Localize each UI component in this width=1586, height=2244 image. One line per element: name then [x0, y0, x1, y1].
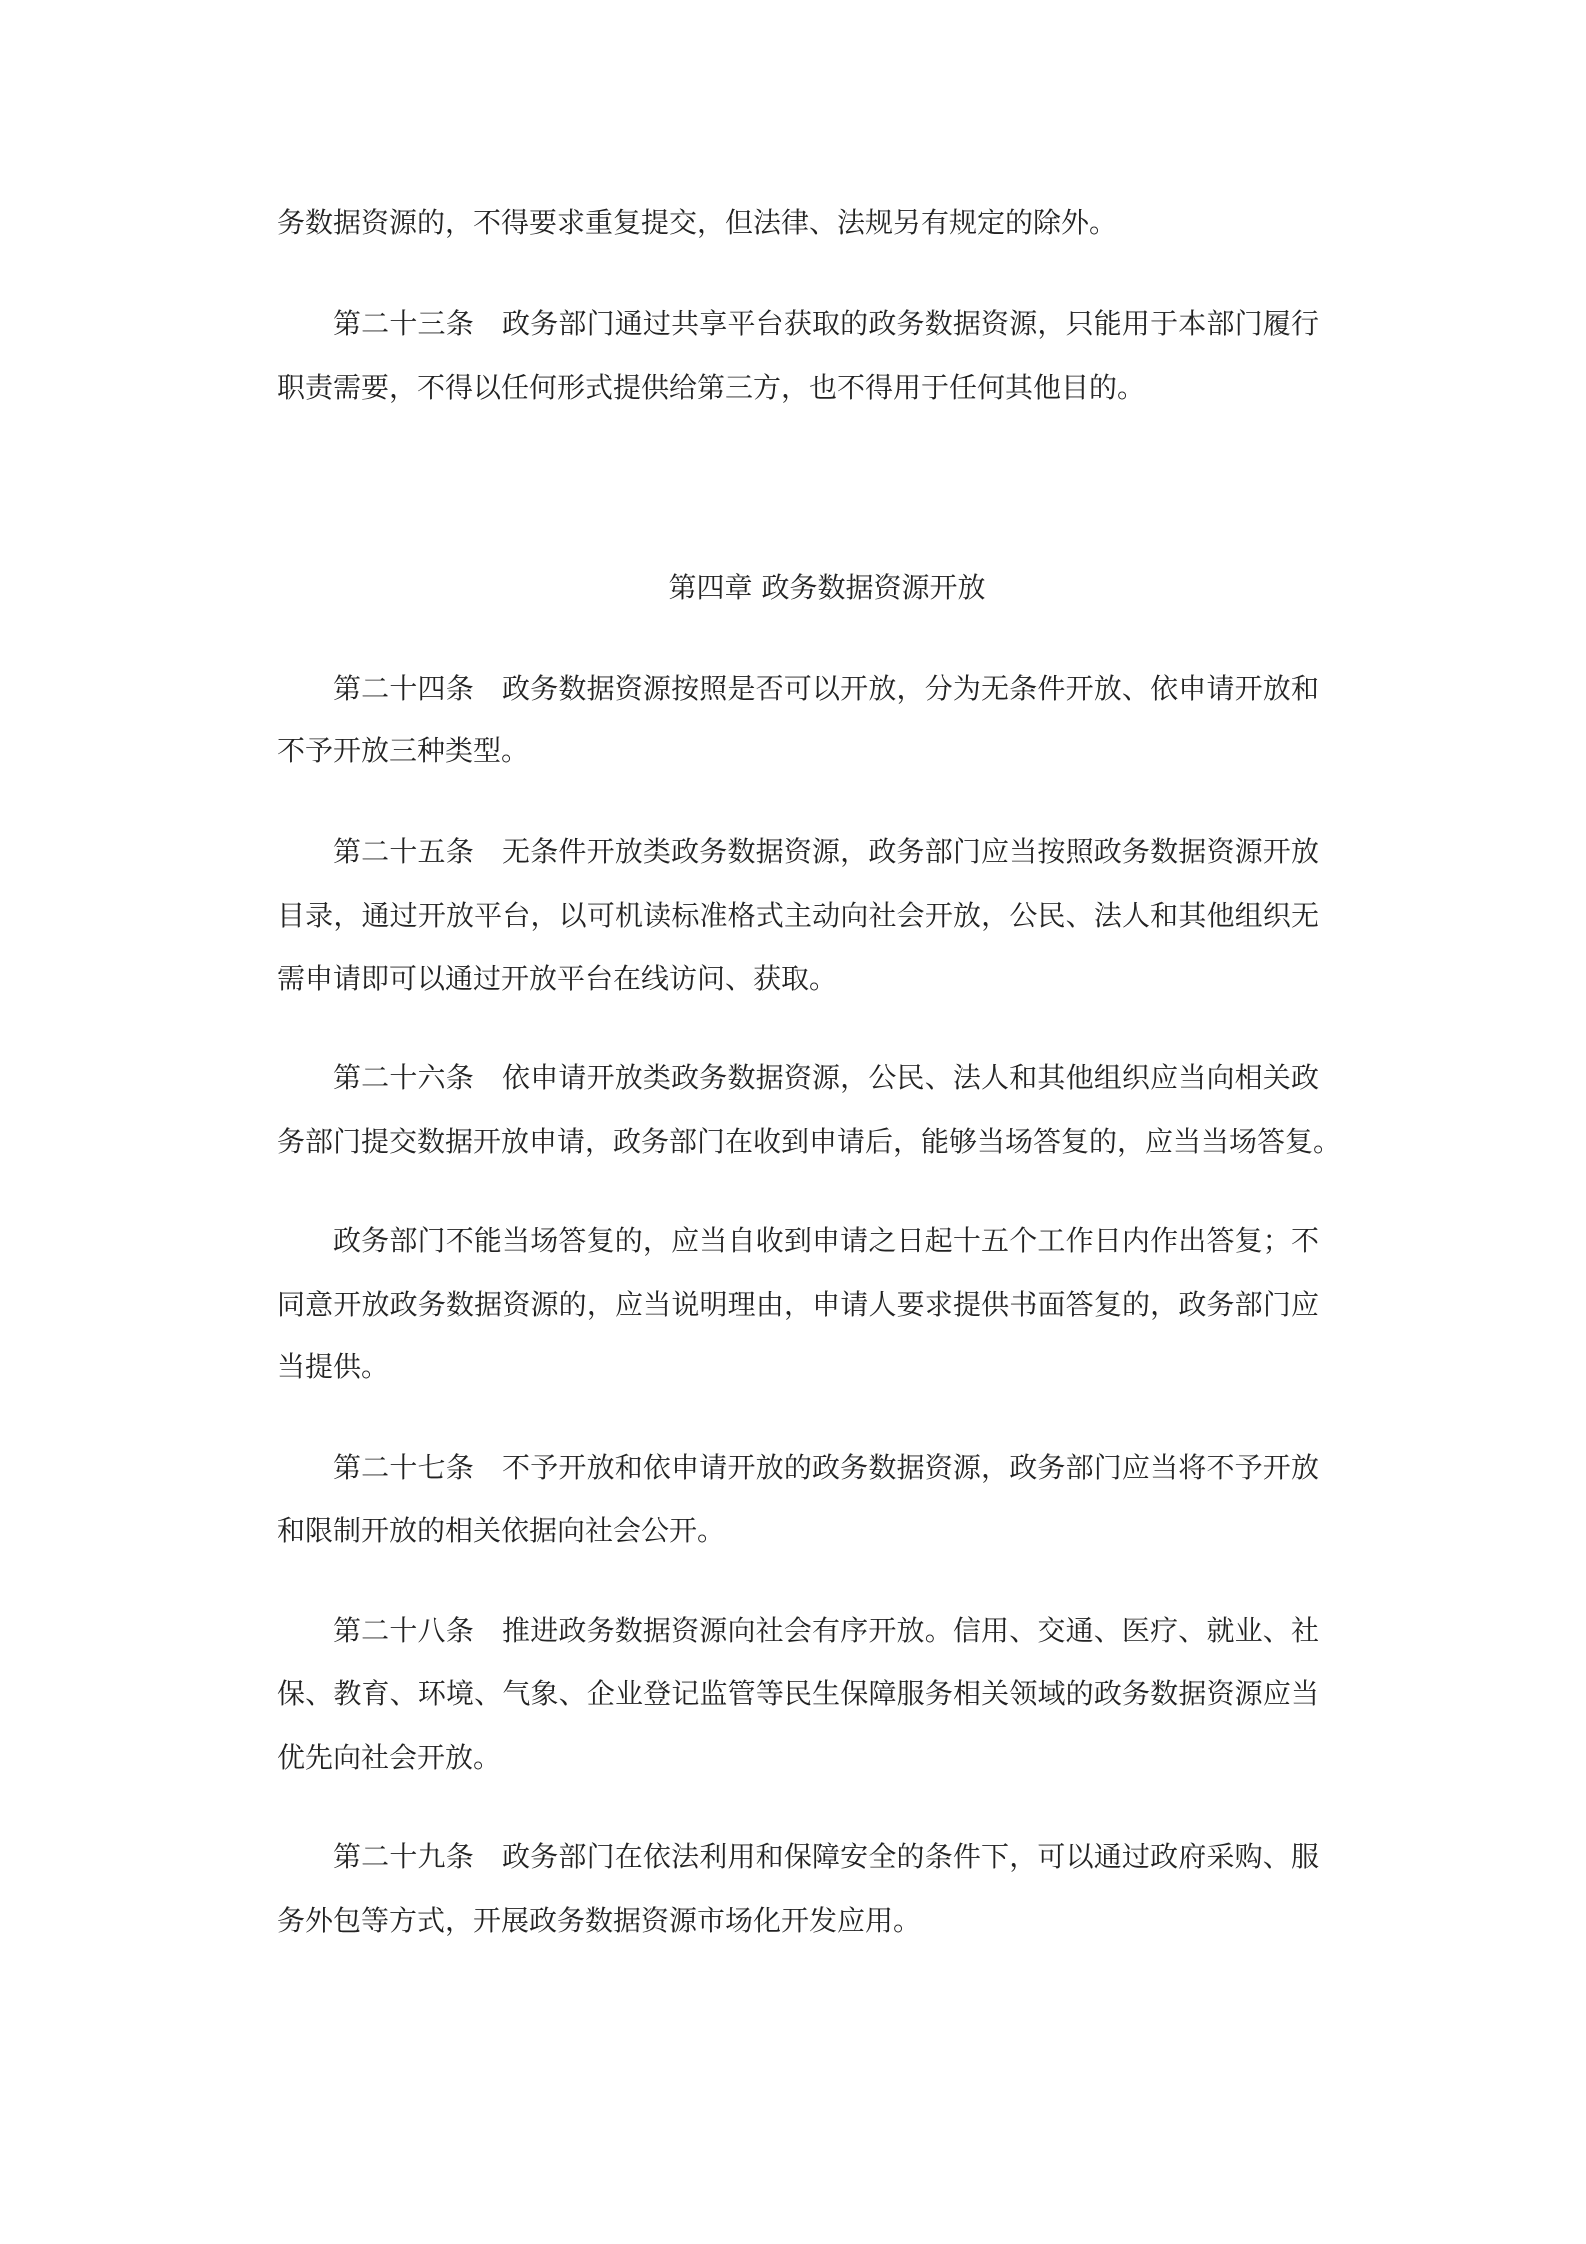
paragraph-line: 需申请即可以通过开放平台在线访问、获取。	[277, 962, 838, 995]
paragraph-line: 第二十五条 无条件开放类政务数据资源，政务部门应当按照政务数据资源开放	[333, 835, 1319, 868]
paragraph-line: 优先向社会开放。	[277, 1741, 502, 1774]
chapter-title: 第四章 政务数据资源开放	[668, 571, 986, 604]
paragraph-line: 同意开放政务数据资源的，应当说明理由，申请人要求提供书面答复的，政务部门应	[277, 1288, 1319, 1321]
paragraph-line: 当提供。	[277, 1350, 390, 1383]
paragraph-line: 第二十九条 政务部门在依法利用和保障安全的条件下，可以通过政府采购、服	[333, 1840, 1319, 1873]
paragraph-line: 第二十六条 依申请开放类政务数据资源，公民、法人和其他组织应当向相关政	[333, 1061, 1319, 1094]
paragraph-line: 第二十三条 政务部门通过共享平台获取的政务数据资源，只能用于本部门履行	[333, 307, 1319, 340]
paragraph-line: 目录，通过开放平台，以可机读标准格式主动向社会开放，公民、法人和其他组织无	[277, 899, 1319, 932]
paragraph-line: 保、教育、环境、气象、企业登记监管等民生保障服务相关领域的政务数据资源应当	[277, 1677, 1319, 1710]
paragraph-line: 务外包等方式，开展政务数据资源市场化开发应用。	[277, 1904, 922, 1937]
paragraph-line: 务部门提交数据开放申请，政务部门在收到申请后，能够当场答复的，应当当场答复。	[277, 1125, 1342, 1158]
paragraph-line: 第二十七条 不予开放和依申请开放的政务数据资源，政务部门应当将不予开放	[333, 1451, 1319, 1484]
paragraph-line: 政务部门不能当场答复的，应当自收到申请之日起十五个工作日内作出答复；不	[333, 1224, 1319, 1257]
paragraph-line: 职责需要，不得以任何形式提供给第三方，也不得用于任何其他目的。	[277, 371, 1146, 404]
paragraph-line: 不予开放三种类型。	[277, 734, 530, 767]
paragraph-line: 第二十八条 推进政务数据资源向社会有序开放。信用、交通、医疗、就业、社	[333, 1614, 1319, 1647]
paragraph-line: 务数据资源的，不得要求重复提交，但法律、法规另有规定的除外。	[277, 206, 1118, 239]
paragraph-line: 和限制开放的相关依据向社会公开。	[277, 1514, 726, 1547]
paragraph-line: 第二十四条 政务数据资源按照是否可以开放，分为无条件开放、依申请开放和	[333, 672, 1319, 705]
